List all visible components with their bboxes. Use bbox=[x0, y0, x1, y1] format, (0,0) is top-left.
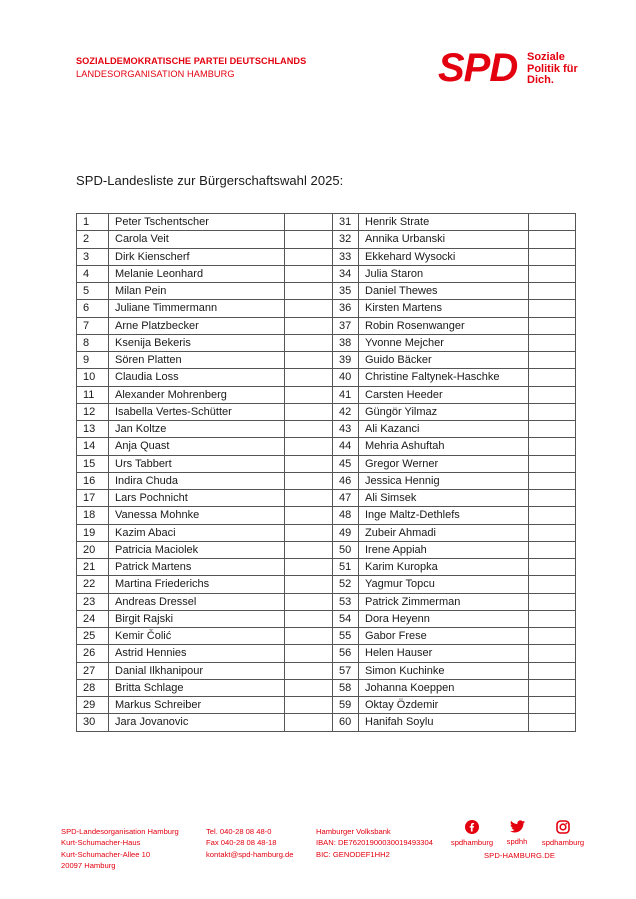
table-row bbox=[77, 317, 576, 334]
list-number: 46 bbox=[333, 472, 359, 489]
list-number: 54 bbox=[333, 610, 359, 627]
social-links bbox=[449, 820, 589, 870]
empty-cell bbox=[529, 490, 576, 507]
table-row bbox=[77, 352, 576, 369]
empty-cell bbox=[285, 334, 333, 351]
logo-word: SPD bbox=[438, 46, 518, 90]
empty-cell bbox=[285, 300, 333, 317]
candidate-name: Carsten Heeder bbox=[359, 386, 529, 403]
empty-cell bbox=[529, 541, 576, 558]
org-header bbox=[76, 54, 306, 81]
candidate-name: Alexander Mohrenberg bbox=[109, 386, 285, 403]
org-subtitle: LANDESORGANISATION HAMBURG bbox=[76, 69, 235, 79]
empty-cell bbox=[285, 507, 333, 524]
empty-cell bbox=[529, 300, 576, 317]
list-number: 45 bbox=[333, 455, 359, 472]
empty-cell bbox=[529, 559, 576, 576]
table-row bbox=[77, 421, 576, 438]
candidate-name: Gregor Werner bbox=[359, 455, 529, 472]
empty-cell bbox=[529, 283, 576, 300]
table-row bbox=[77, 524, 576, 541]
empty-cell bbox=[529, 265, 576, 282]
candidate-name: Markus Schreiber bbox=[109, 697, 285, 714]
candidate-name: Melanie Leonhard bbox=[109, 265, 285, 282]
table-row bbox=[77, 231, 576, 248]
instagram-icon bbox=[556, 820, 570, 834]
bank-bic: BIC: GENODEF1HH2 bbox=[316, 849, 390, 859]
candidate-name: Henrik Strate bbox=[359, 214, 529, 231]
empty-cell bbox=[529, 386, 576, 403]
empty-cell bbox=[285, 593, 333, 610]
list-number: 42 bbox=[333, 403, 359, 420]
table-row bbox=[77, 541, 576, 558]
candidate-name: Kemir Čolić bbox=[109, 628, 285, 645]
list-number: 22 bbox=[77, 576, 109, 593]
twitter-label: spdhh bbox=[506, 837, 528, 846]
logo-slogan bbox=[527, 52, 578, 87]
empty-cell bbox=[285, 369, 333, 386]
candidate-name: Daniel Thewes bbox=[359, 283, 529, 300]
list-number: 29 bbox=[77, 697, 109, 714]
table-row bbox=[77, 507, 576, 524]
list-number: 40 bbox=[333, 369, 359, 386]
list-number: 27 bbox=[77, 662, 109, 679]
candidate-name: Anja Quast bbox=[109, 438, 285, 455]
list-number: 44 bbox=[333, 438, 359, 455]
empty-cell bbox=[285, 645, 333, 662]
empty-cell bbox=[285, 386, 333, 403]
table-row bbox=[77, 490, 576, 507]
list-number: 38 bbox=[333, 334, 359, 351]
empty-cell bbox=[285, 541, 333, 558]
candidate-name: Isabella Vertes-Schütter bbox=[109, 403, 285, 420]
list-number: 39 bbox=[333, 352, 359, 369]
candidate-name: Yvonne Mejcher bbox=[359, 334, 529, 351]
empty-cell bbox=[529, 645, 576, 662]
candidate-name: Lars Pochnicht bbox=[109, 490, 285, 507]
candidate-name: Patrick Martens bbox=[109, 559, 285, 576]
candidate-name: Julia Staron bbox=[359, 265, 529, 282]
table-row bbox=[77, 214, 576, 231]
candidate-name: Indira Chuda bbox=[109, 472, 285, 489]
list-number: 21 bbox=[77, 559, 109, 576]
empty-cell bbox=[285, 714, 333, 731]
facebook-icon bbox=[465, 820, 479, 834]
empty-cell bbox=[285, 472, 333, 489]
table-row bbox=[77, 403, 576, 420]
candidate-name: Vanessa Mohnke bbox=[109, 507, 285, 524]
candidate-name: Gabor Frese bbox=[359, 628, 529, 645]
empty-cell bbox=[529, 369, 576, 386]
empty-cell bbox=[529, 679, 576, 696]
table-row bbox=[77, 697, 576, 714]
list-number: 59 bbox=[333, 697, 359, 714]
facebook-label: spdhamburg bbox=[450, 838, 494, 847]
list-number: 18 bbox=[77, 507, 109, 524]
empty-cell bbox=[285, 231, 333, 248]
facebook-link[interactable] bbox=[449, 820, 495, 847]
empty-cell bbox=[529, 662, 576, 679]
address-line: 20097 Hamburg bbox=[61, 860, 116, 870]
empty-cell bbox=[285, 352, 333, 369]
list-number: 35 bbox=[333, 283, 359, 300]
candidate-name: Yagmur Topcu bbox=[359, 576, 529, 593]
candidate-name: Guido Bäcker bbox=[359, 352, 529, 369]
list-number: 24 bbox=[77, 610, 109, 627]
footer-address bbox=[61, 826, 179, 871]
list-number: 5 bbox=[77, 283, 109, 300]
list-number: 60 bbox=[333, 714, 359, 731]
candidate-name: Andreas Dressel bbox=[109, 593, 285, 610]
email-link[interactable]: kontakt@spd-hamburg.de bbox=[206, 849, 294, 859]
list-number: 28 bbox=[77, 679, 109, 696]
instagram-label: spdhamburg bbox=[541, 838, 585, 847]
list-number: 3 bbox=[77, 248, 109, 265]
list-number: 37 bbox=[333, 317, 359, 334]
table-row bbox=[77, 438, 576, 455]
empty-cell bbox=[529, 472, 576, 489]
empty-cell bbox=[285, 265, 333, 282]
candidate-name: Ali Simsek bbox=[359, 490, 529, 507]
candidate-name: Dirk Kienscherf bbox=[109, 248, 285, 265]
empty-cell bbox=[529, 524, 576, 541]
table-row bbox=[77, 662, 576, 679]
candidate-name: Annika Urbanski bbox=[359, 231, 529, 248]
table-row bbox=[77, 265, 576, 282]
list-number: 55 bbox=[333, 628, 359, 645]
list-number: 30 bbox=[77, 714, 109, 731]
candidate-name: Britta Schlage bbox=[109, 679, 285, 696]
empty-cell bbox=[285, 524, 333, 541]
empty-cell bbox=[285, 438, 333, 455]
candidate-name: Ali Kazanci bbox=[359, 421, 529, 438]
empty-cell bbox=[285, 421, 333, 438]
list-number: 2 bbox=[77, 231, 109, 248]
list-number: 31 bbox=[333, 214, 359, 231]
candidate-name: Sören Platten bbox=[109, 352, 285, 369]
list-number: 53 bbox=[333, 593, 359, 610]
candidate-table bbox=[76, 213, 576, 732]
slogan-line: Dich. bbox=[527, 74, 554, 86]
empty-cell bbox=[285, 679, 333, 696]
empty-cell bbox=[529, 421, 576, 438]
empty-cell bbox=[285, 214, 333, 231]
empty-cell bbox=[285, 248, 333, 265]
list-number: 51 bbox=[333, 559, 359, 576]
list-number: 20 bbox=[77, 541, 109, 558]
list-number: 6 bbox=[77, 300, 109, 317]
candidate-name: Jessica Hennig bbox=[359, 472, 529, 489]
list-number: 25 bbox=[77, 628, 109, 645]
list-number: 12 bbox=[77, 403, 109, 420]
candidate-name: Patrick Zimmerman bbox=[359, 593, 529, 610]
candidate-name: Danial Ilkhanipour bbox=[109, 662, 285, 679]
website-link[interactable]: SPD-HAMBURG.DE bbox=[484, 851, 556, 860]
empty-cell bbox=[285, 283, 333, 300]
list-number: 4 bbox=[77, 265, 109, 282]
candidate-name: Inge Maltz-Dethlefs bbox=[359, 507, 529, 524]
list-number: 23 bbox=[77, 593, 109, 610]
candidate-name: Claudia Loss bbox=[109, 369, 285, 386]
list-number: 11 bbox=[77, 386, 109, 403]
candidate-name: Kazim Abaci bbox=[109, 524, 285, 541]
table-row bbox=[77, 455, 576, 472]
page-title: SPD-Landesliste zur Bürgerschaftswahl 2025: bbox=[76, 173, 344, 188]
empty-cell bbox=[285, 559, 333, 576]
candidate-name: Jan Koltze bbox=[109, 421, 285, 438]
list-number: 50 bbox=[333, 541, 359, 558]
list-number: 1 bbox=[77, 214, 109, 231]
table-row bbox=[77, 369, 576, 386]
empty-cell bbox=[529, 214, 576, 231]
empty-cell bbox=[285, 697, 333, 714]
list-number: 49 bbox=[333, 524, 359, 541]
empty-cell bbox=[529, 438, 576, 455]
address-line: Kurt-Schumacher-Haus bbox=[61, 838, 141, 848]
candidate-name: Martina Friederichs bbox=[109, 576, 285, 593]
empty-cell bbox=[285, 610, 333, 627]
empty-cell bbox=[529, 507, 576, 524]
list-number: 17 bbox=[77, 490, 109, 507]
list-number: 52 bbox=[333, 576, 359, 593]
list-number: 19 bbox=[77, 524, 109, 541]
candidate-name: Peter Tschentscher bbox=[109, 214, 285, 231]
candidate-name: Milan Pein bbox=[109, 283, 285, 300]
empty-cell bbox=[529, 231, 576, 248]
candidate-name: Irene Appiah bbox=[359, 541, 529, 558]
candidate-name: Karim Kuropka bbox=[359, 559, 529, 576]
list-number: 13 bbox=[77, 421, 109, 438]
candidate-name: Astrid Hennies bbox=[109, 645, 285, 662]
footer-contact bbox=[206, 826, 294, 860]
list-number: 9 bbox=[77, 352, 109, 369]
list-number: 58 bbox=[333, 679, 359, 696]
list-number: 7 bbox=[77, 317, 109, 334]
empty-cell bbox=[529, 248, 576, 265]
candidate-name: Ksenija Bekeris bbox=[109, 334, 285, 351]
list-number: 57 bbox=[333, 662, 359, 679]
candidate-name: Patricia Maciolek bbox=[109, 541, 285, 558]
table-row bbox=[77, 576, 576, 593]
table-row bbox=[77, 645, 576, 662]
candidate-name: Oktay Özdemir bbox=[359, 697, 529, 714]
list-number: 10 bbox=[77, 369, 109, 386]
address-line: SPD-Landesorganisation Hamburg bbox=[61, 827, 179, 836]
candidate-name: Johanna Koeppen bbox=[359, 679, 529, 696]
table-row bbox=[77, 472, 576, 489]
candidate-name: Dora Heyenn bbox=[359, 610, 529, 627]
empty-cell bbox=[529, 455, 576, 472]
address-line: Kurt-Schumacher-Allee 10 bbox=[61, 849, 151, 859]
list-number: 32 bbox=[333, 231, 359, 248]
footer-bank bbox=[316, 826, 433, 860]
empty-cell bbox=[285, 490, 333, 507]
slogan-line: Soziale bbox=[527, 51, 565, 63]
phone-text: Tel. 040-28 08 48-0 bbox=[206, 827, 272, 836]
empty-cell bbox=[285, 628, 333, 645]
list-number: 33 bbox=[333, 248, 359, 265]
list-number: 34 bbox=[333, 265, 359, 282]
empty-cell bbox=[285, 317, 333, 334]
table-row bbox=[77, 559, 576, 576]
list-number: 8 bbox=[77, 334, 109, 351]
list-number: 41 bbox=[333, 386, 359, 403]
table-row bbox=[77, 334, 576, 351]
empty-cell bbox=[285, 403, 333, 420]
list-number: 48 bbox=[333, 507, 359, 524]
list-number: 56 bbox=[333, 645, 359, 662]
candidate-name: Mehria Ashuftah bbox=[359, 438, 529, 455]
table-row bbox=[77, 300, 576, 317]
empty-cell bbox=[529, 334, 576, 351]
bank-name: Hamburger Volksbank bbox=[316, 827, 391, 836]
candidate-name: Juliane Timmermann bbox=[109, 300, 285, 317]
instagram-link[interactable] bbox=[537, 820, 589, 847]
table-row bbox=[77, 593, 576, 610]
list-number: 36 bbox=[333, 300, 359, 317]
candidate-name: Robin Rosenwanger bbox=[359, 317, 529, 334]
candidate-name: Arne Platzbecker bbox=[109, 317, 285, 334]
candidate-name: Urs Tabbert bbox=[109, 455, 285, 472]
fax-text: Fax 040-28 08 48-18 bbox=[206, 838, 277, 848]
list-number: 16 bbox=[77, 472, 109, 489]
slogan-line: Politik für bbox=[527, 62, 578, 75]
empty-cell bbox=[529, 714, 576, 731]
table-row bbox=[77, 248, 576, 265]
spd-logo bbox=[438, 46, 588, 90]
table-row bbox=[77, 610, 576, 627]
table-row bbox=[77, 628, 576, 645]
candidate-name: Simon Kuchinke bbox=[359, 662, 529, 679]
empty-cell bbox=[529, 352, 576, 369]
empty-cell bbox=[285, 455, 333, 472]
candidate-name: Güngör Yilmaz bbox=[359, 403, 529, 420]
candidate-name: Helen Hauser bbox=[359, 645, 529, 662]
org-name: SOZIALDEMOKRATISCHE PARTEI DEUTSCHLANDS bbox=[76, 56, 307, 66]
candidate-name: Jara Jovanovic bbox=[109, 714, 285, 731]
candidate-name: Hanifah Soylu bbox=[359, 714, 529, 731]
empty-cell bbox=[285, 576, 333, 593]
candidate-name: Zubeir Ahmadi bbox=[359, 524, 529, 541]
empty-cell bbox=[529, 697, 576, 714]
table-row bbox=[77, 679, 576, 696]
candidate-name: Christine Faltynek-Haschke bbox=[359, 369, 529, 386]
candidate-name: Kirsten Martens bbox=[359, 300, 529, 317]
table-row bbox=[77, 386, 576, 403]
empty-cell bbox=[285, 662, 333, 679]
empty-cell bbox=[529, 576, 576, 593]
candidate-name: Carola Veit bbox=[109, 231, 285, 248]
empty-cell bbox=[529, 403, 576, 420]
twitter-link[interactable] bbox=[499, 820, 535, 846]
list-number: 43 bbox=[333, 421, 359, 438]
table-row bbox=[77, 714, 576, 731]
list-number: 14 bbox=[77, 438, 109, 455]
table-row bbox=[77, 283, 576, 300]
empty-cell bbox=[529, 593, 576, 610]
candidate-name: Ekkehard Wysocki bbox=[359, 248, 529, 265]
empty-cell bbox=[529, 628, 576, 645]
list-number: 47 bbox=[333, 490, 359, 507]
twitter-icon bbox=[510, 820, 525, 833]
empty-cell bbox=[529, 610, 576, 627]
list-number: 26 bbox=[77, 645, 109, 662]
candidate-name: Birgit Rajski bbox=[109, 610, 285, 627]
empty-cell bbox=[529, 317, 576, 334]
bank-iban: IBAN: DE76201900030019493304 bbox=[316, 838, 433, 848]
list-number: 15 bbox=[77, 455, 109, 472]
